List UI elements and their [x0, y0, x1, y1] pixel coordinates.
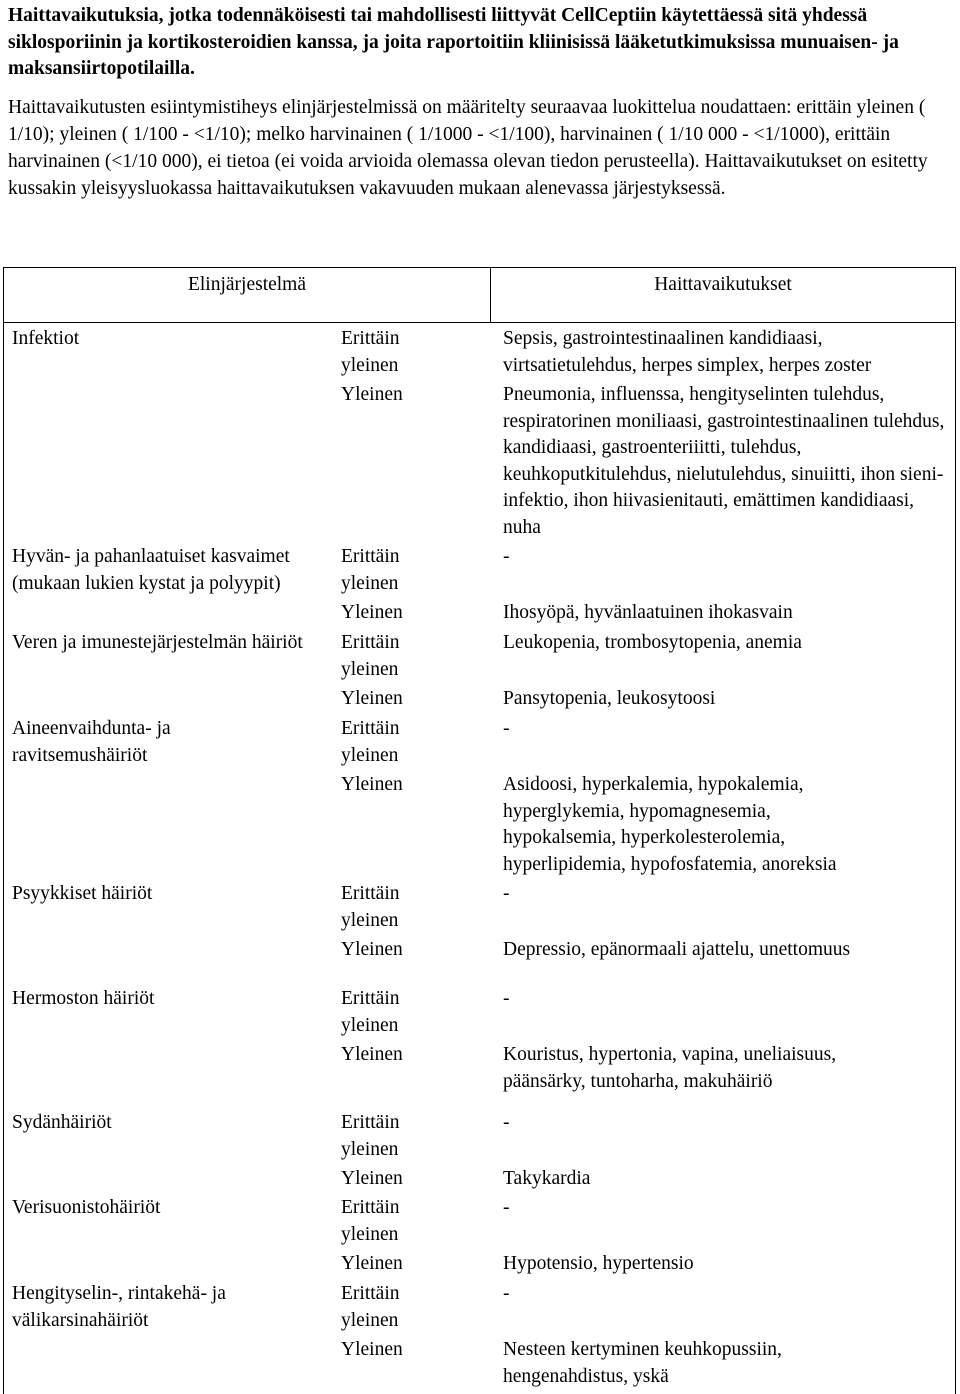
- effects-cell: Depressio, epänormaali ajattelu, unettomuus: [503, 939, 851, 960]
- frequency-cell: Yleinen: [341, 688, 403, 709]
- effects-cell: Kouristus, hypertonia, vapina, uneliaisuus, päänsärky, tuntoharha, makuhäiriö: [503, 1044, 837, 1092]
- frequency-cell: Erittäin yleinen: [341, 632, 400, 680]
- system-cell: Aineenvaihdunta- ja ravitsemushäiriöt: [12, 718, 171, 766]
- frequency-cell: Erittäin yleinen: [341, 883, 400, 931]
- header-system: [4, 268, 490, 322]
- intro-paragraph: Haittavaikutusten esiintymistiheys elinjärjestelmissä on määritelty seuraavaa luokittelua noudattaen: erittäin yleinen ( 1/10); yleinen ( 1/100 - <1/10); melko harvinainen ( 1/1000 - <1/100), harvinainen ( 1/10 000 - <1/1000), erittäin harvinainen (<1/10 000), ei tietoa (ei voida arvioida olemassa olevan tiedon perusteella). Haittavaikutukset on esitetty kussakin yleisyysluokassa haittavaikutuksen vakavuuden mukaan alenevassa järjestyksessä.: [8, 97, 928, 199]
- frequency-cell: Yleinen: [341, 939, 403, 960]
- frequency-cell: Yleinen: [341, 384, 403, 405]
- effects-cell: Asidoosi, hyperkalemia, hypokalemia, hyperglykemia, hypomagnesemia, hypokalsemia, hyperkolesterolemia, hyperlipidemia, hypofosfatemia, anoreksia: [503, 774, 837, 875]
- system-cell: Veren ja imunestejärjestelmän häiriöt: [12, 632, 303, 653]
- frequency-cell: Erittäin yleinen: [341, 328, 400, 376]
- effects-cell: -: [503, 1112, 510, 1133]
- frequency-cell: Erittäin yleinen: [341, 1112, 400, 1160]
- header-divider: [4, 322, 955, 323]
- effects-cell: -: [503, 1197, 510, 1218]
- system-cell: Hyvän- ja pahanlaatuiset kasvaimet (mukaan lukien kystat ja polyypit): [12, 546, 290, 594]
- effects-cell: -: [503, 718, 510, 739]
- effects-cell: Ihosyöpä, hyvänlaatuinen ihokasvain: [503, 602, 793, 623]
- effects-cell: Leukopenia, trombosytopenia, anemia: [503, 632, 802, 653]
- effects-cell: -: [503, 1283, 510, 1304]
- effects-cell: Takykardia: [503, 1168, 591, 1189]
- frequency-cell: Yleinen: [341, 1168, 403, 1189]
- effects-cell: -: [503, 883, 510, 904]
- system-cell: Psyykkiset häiriöt: [12, 883, 153, 904]
- frequency-cell: Erittäin yleinen: [341, 1283, 400, 1331]
- effects-cell: Pansytopenia, leukosytoosi: [503, 688, 716, 709]
- frequency-cell: Yleinen: [341, 602, 403, 623]
- frequency-cell: Yleinen: [341, 774, 403, 795]
- effects-cell: Hypotensio, hypertensio: [503, 1253, 694, 1274]
- effects-cell: -: [503, 988, 510, 1009]
- frequency-cell: Yleinen: [341, 1044, 403, 1065]
- system-cell: Hengityselin-, rintakehä- ja välikarsinahäiriöt: [12, 1283, 226, 1331]
- system-cell: Infektiot: [12, 328, 80, 349]
- header-effects-label: Haittavaikutukset: [654, 274, 792, 295]
- header-effects: [491, 268, 955, 322]
- frequency-cell: Erittäin yleinen: [341, 1197, 400, 1245]
- header-system-label: Elinjärjestelmä: [187, 274, 307, 295]
- frequency-cell: Yleinen: [341, 1339, 403, 1360]
- frequency-cell: Erittäin yleinen: [341, 718, 400, 766]
- frequency-cell: Erittäin yleinen: [341, 988, 400, 1036]
- effects-cell: -: [503, 546, 510, 567]
- system-cell: Hermoston häiriöt: [12, 988, 155, 1009]
- effects-cell: Nesteen kertyminen keuhkopussiin, hengenahdistus, yskä: [503, 1339, 782, 1387]
- section-heading: Haittavaikutuksia, jotka todennäköisesti tai mahdollisesti liittyvät CellCeptiin käytettäessä sitä yhdessä siklosporiinin ja kortikosteroidien kanssa, ja joita raportoitiin kliinisissä lääketutkimuksissa munuaisen- ja maksansiirtopotilailla.: [8, 5, 899, 79]
- effects-cell: Pneumonia, influenssa, hengityselinten tulehdus, respiratorinen moniliaasi, gastrointestinaalinen tulehdus, kandidiaasi, gastroenteriiitti, tulehdus, keuhkoputkitulehdus, nielutulehdus, sinuiitti, ihon sieni-infektio, ihon hiivasienitauti, emättimen kandidiaasi, nuha: [503, 384, 945, 538]
- adverse-effects-table: [3, 267, 956, 1394]
- system-cell: Sydänhäiriöt: [12, 1112, 112, 1133]
- frequency-cell: Yleinen: [341, 1253, 403, 1274]
- effects-cell: Sepsis, gastrointestinaalinen kandidiaasi, virtsatietulehdus, herpes simplex, herpes zoster: [503, 328, 872, 376]
- system-cell: Verisuonistohäiriöt: [12, 1197, 161, 1218]
- frequency-cell: Erittäin yleinen: [341, 546, 400, 594]
